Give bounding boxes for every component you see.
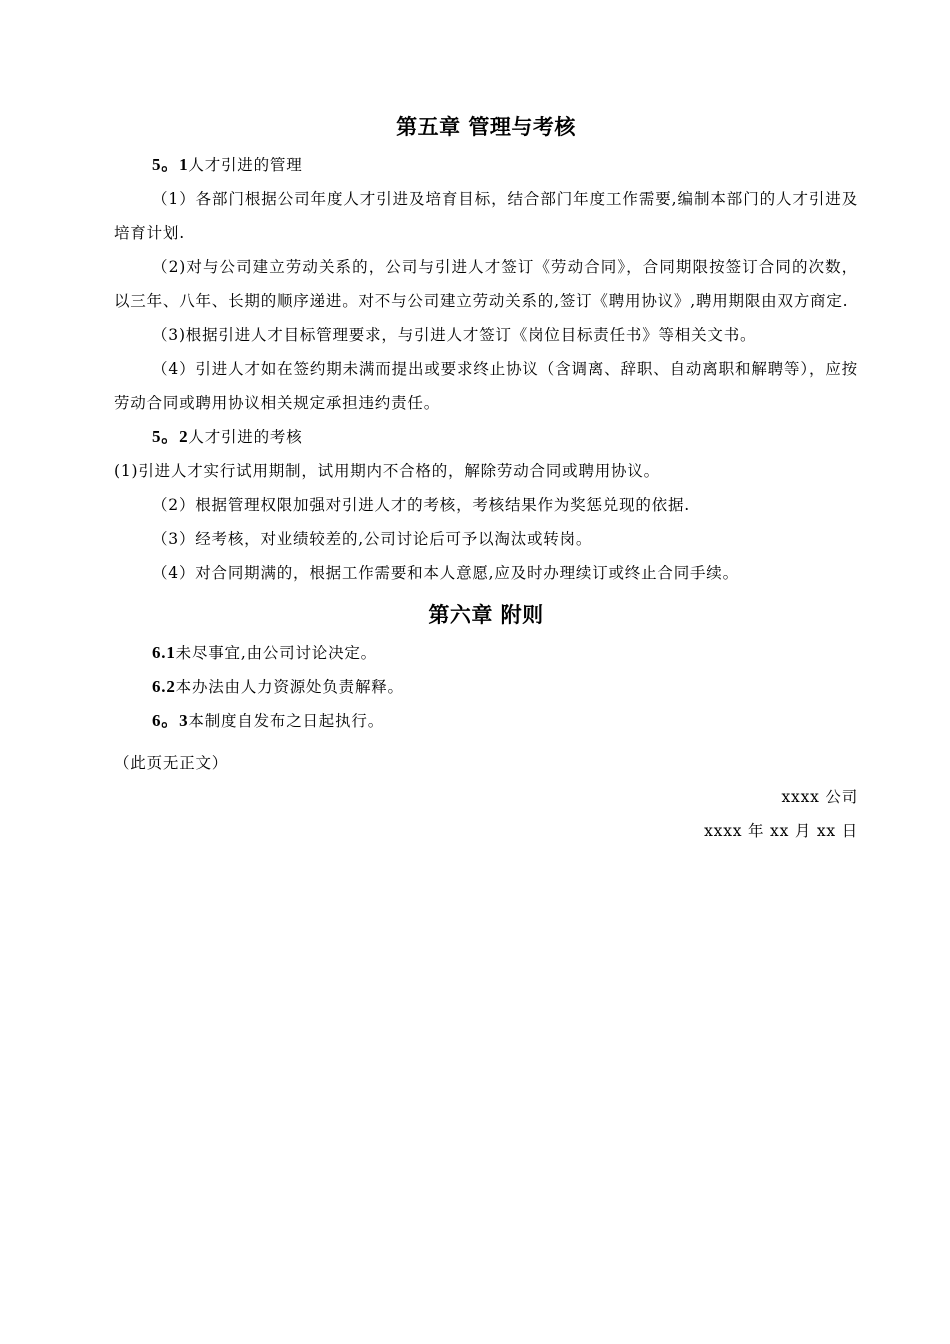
section-number: 5。2 (152, 427, 189, 446)
section-5-2-item-3: （3）经考核，对业绩较差的,公司讨论后可予以淘汰或转岗。 (152, 530, 593, 548)
signature-date: xxxx 年 xx 月 xx 日 (704, 822, 858, 840)
section-5-1-item-3: （3)根据引进人才目标管理要求，与引进人才签订《岗位目标责任书》等相关文书。 (152, 326, 757, 344)
section-heading-text: 人才引进的考核 (188, 428, 303, 446)
document-body (114, 112, 858, 848)
section-5-1-heading (114, 148, 858, 182)
chapter-5-title: 第五章 管理与考核 (396, 114, 576, 139)
section-6-2 (114, 670, 858, 704)
section-text: 本办法由人力资源处负责解释。 (175, 678, 404, 696)
section-number: 6.1 (152, 643, 176, 662)
section-5-2-item-2: （2）根据管理权限加强对引进人才的考核，考核结果作为奖惩兑现的依据. (152, 496, 690, 514)
section-5-2-item-1: (1)引进人才实行试用期制，试用期内不合格的，解除劳动合同或聘用协议。 (114, 462, 660, 480)
section-5-2-heading (114, 420, 858, 454)
section-5-1-item-4: （4）引进人才如在签约期未满而提出或要求终止协议（含调离、辞职、自动离职和解聘等），应按劳动合同或聘用协议相关规定承担违约责任。 (114, 360, 858, 412)
chapter-6-title: 第六章 附则 (428, 602, 544, 627)
section-5-1-item-1: （1）各部门根据公司年度人才引进及培育目标，结合部门年度工作需要,编制本部门的人才引进及培育计划. (114, 190, 858, 242)
section-text: 未尽事宜,由公司讨论决定。 (175, 644, 377, 662)
section-5-2-item-4: （4）对合同期满的，根据工作需要和本人意愿,应及时办理续订或终止合同手续。 (152, 564, 739, 582)
section-text: 本制度自发布之日起执行。 (188, 712, 385, 730)
no-text-note: （此页无正文） (114, 754, 229, 772)
section-number: 6。3 (152, 711, 189, 730)
section-6-3 (114, 704, 858, 738)
section-number: 5。1 (152, 155, 189, 174)
company-signature: xxxx 公司 (781, 788, 858, 806)
section-6-1 (114, 636, 858, 670)
spacer (114, 738, 858, 746)
section-number: 6.2 (152, 677, 176, 696)
section-heading-text: 人才引进的管理 (188, 156, 303, 174)
section-5-1-item-2: （2)对与公司建立劳动关系的，公司与引进人才签订《劳动合同》，合同期限按签订合同的次数，以三年、八年、长期的顺序递进。对不与公司建立劳动关系的,签订《聘用协议》,聘用期限由双方商定. (114, 258, 858, 310)
